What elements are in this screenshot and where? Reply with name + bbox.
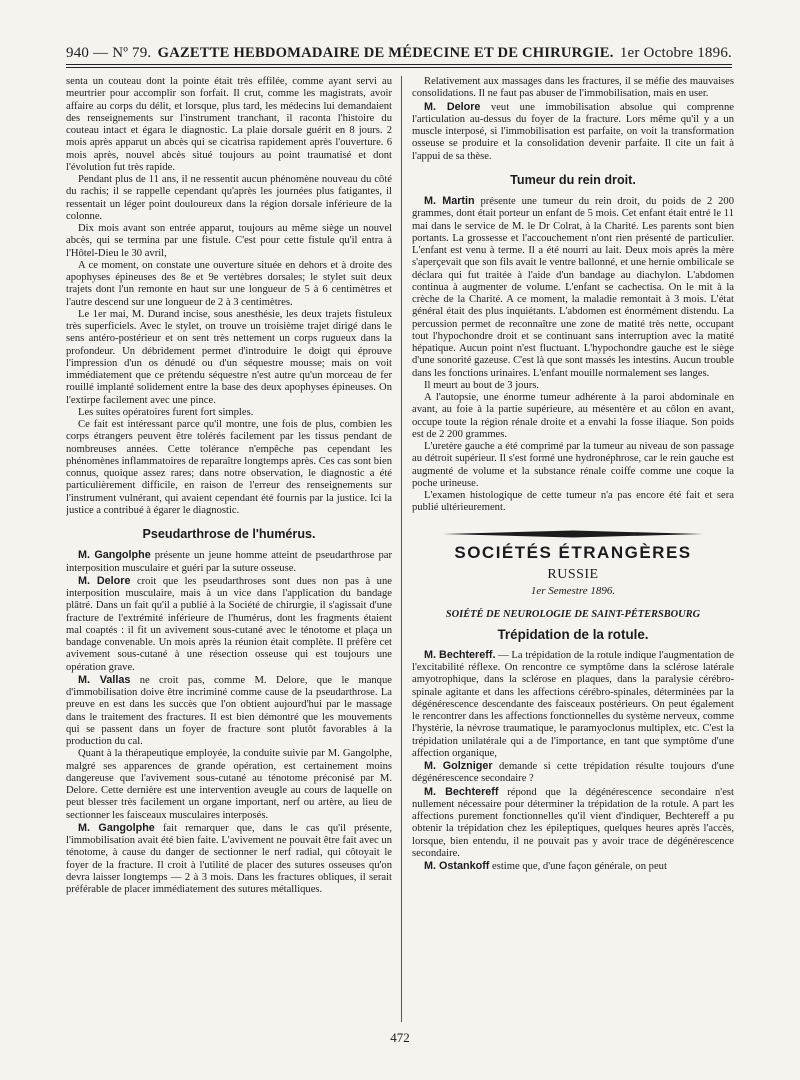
paragraph: Les suites opératoires furent fort simples.: [78, 406, 254, 418]
speaker-name: M. Delore: [78, 574, 131, 587]
paragraph: L'examen histologique de cette tumeur n'a pas encore été fait et sera publié ultérieurement.: [412, 490, 734, 514]
paragraph: A ce moment, on constate une ouverture située en dehors et à droite des apophyses épineuses des 8e et 9e vertèbres dorsales; le stylet suit deux trajets dont l'un remonte en haut sur une longueur de 5 à 6 centimètres et l'autre descend sur une longueur de 2 à 3 centimètres.: [66, 259, 392, 308]
paragraph: [66, 575, 392, 674]
country-heading: RUSSIE: [547, 566, 599, 582]
paragraph: Dix mois avant son entrée apparut, toujours au même siège un nouvel abcès, qui se termina par une fistule. C'est pour cette fistule qu'il entra à l'Hôtel-Dieu le 30 avril,: [66, 223, 392, 259]
speaker-name: M. Delore: [424, 100, 481, 113]
paragraph: [412, 101, 734, 163]
section-title-trepidation: Trépidation de la rotule.: [497, 626, 649, 642]
issue-date: 1er Octobre 1896.: [619, 45, 732, 61]
speaker-name: M. Vallas: [78, 673, 131, 686]
paragraph: [412, 760, 734, 786]
society-name: SOIÉTÉ DE NEUROLOGIE DE SAINT-PÉTERSBOURG: [445, 609, 701, 621]
page-number: 472: [390, 1030, 410, 1045]
section-title-pseudarthrose: Pseudarthrose de l'humérus.: [142, 527, 316, 541]
speaker-name: M. Bechtereff.: [424, 648, 496, 661]
paragraph: A l'autopsie, une énorme tumeur adhérente à la paroi abdominale en avant, au foie à la partie supérieure, au mésentère et au côlon en avant, occupe toute la région rénale droite et a envahi la fosse iliaque. Son poids est de 2 200 grammes.: [412, 392, 734, 440]
paragraph: [412, 860, 734, 873]
semester-label: 1er Semestre 1896.: [530, 585, 616, 597]
paragraph: [412, 195, 734, 380]
speaker-text: veut une immobilisation absolue qui comprenne l'articulation au-dessus du foyer de la fracture. Lors même qu'il y a un muscle interposé, si l'immobilisation est parfaite, on voit la transformation osseuse se produire et la consolidation devenir parfaite. Il cite un fait à l'appui de sa thèse.: [412, 101, 734, 162]
speaker-text: fait remarquer que, dans le cas qu'il présente, l'immobilisation avait été bien faite. L'avivement ne pouvait être fait avec un ténotome, à cause du danger de sectionner le nerf radial, qui côtoyait le foyer de la fracture. Il croit à l'utilité de placer des sutures osseuses qu'on devra laisser longtemps — 2 à 3 mois. Dans les fractures obliques, il serait préférable de placer immédiatement des sutures métalliques.: [66, 822, 392, 895]
speaker-text: ne croit pas, comme M. Delore, que le manque d'immobilisation doive être incriminé comme cause de la pseudarthrose. La preuve en est dans les succès que l'on obtient aujourd'hui par le massage dans le traitement des fractures. Il est bien démontré que les mouvements qui se passent dans un foyer de fracture sont plutôt favorables à la production du cal.: [66, 674, 392, 747]
right-column: [412, 76, 734, 1022]
speaker-name: M. Gangolphe: [78, 549, 151, 562]
speaker-name: M. Bechtereff: [424, 785, 499, 798]
left-column: [66, 76, 392, 1022]
paragraph: Pendant plus de 11 ans, il ne ressentit aucun phénomène nouveau du côté du rachis; il se rappelle cependant qu'après les journées plus fatigantes, il ressentait un léger point douloureux dans la région dorsale inférieure de la colonne.: [66, 174, 392, 222]
running-header: [66, 40, 732, 62]
paragraph: Quant à la thérapeutique employée, la conduite suivie par M. Gangolphe, malgré ses apparences de grande opération, est certainement moins dangereuse que l'avivement sous-cutané au ténotome préconisé par M. Delore. Cette dernière est une intervention aveugle au cours de laquelle on peut blesser très facilement un organe important, nerf ou artère, au lieu de sectionner les faisceaux musculaires interposés.: [66, 748, 392, 821]
speaker-text: estime que, d'une façon générale, on peut: [489, 861, 667, 872]
paragraph: Ce fait est intéressant parce qu'il montre, une fois de plus, combien les corps étrangers peuvent être tolérés facilement par les tissus pendant de nombreuses années. Cette tolérance n'empêche pas cependant les phénomènes inflammatoires de reparaître longtemps après. Ces cas sont bien connus, quoique assez rares; dans notre observation, le diagnostic a été particulièrement difficile, en raison de l'erreur des renseignements sur l'instrument vulnérant, qui avaient cependant été fournis par la justice. Ici la justice a contribué à égarer le diagnostic.: [66, 419, 392, 516]
speaker-name: M. Martin: [424, 195, 475, 207]
ornament-rule-icon: [443, 529, 703, 539]
header-rule-thin: [66, 67, 732, 68]
column-divider: [401, 76, 402, 1022]
paragraph: [412, 649, 734, 760]
speaker-name: M. Gangolphe: [78, 821, 155, 834]
speaker-text: — La trépidation de la rotule indique l'augmentation de l'excitabilité réflexe. On rencontre ce symptôme dans la sclérose latérale amyotrophique, dans la sclérose en plaques, dans la paralysie cérébro-spinale agitante et dans les affections cérébro-spinales, déterminées par la dégénérescence descendante des faisceaux postérieurs. On peut également le rencontrer dans les affections fonctionnelles du système nerveux, comme l'hystérie, la névrose traumatique, le paramyoclonus multiplex, etc. C'est la trépidation unilatérale qui a de l'importance, en tant que symptôme d'une affection organique,: [412, 649, 734, 759]
header-rule: [66, 64, 732, 65]
speaker-text: demande si cette trépidation résulte toujours d'une dégénérescence secondaire ?: [412, 761, 734, 785]
paragraph: [412, 786, 734, 861]
paragraph: [66, 549, 392, 575]
paragraph: senta un couteau dont la pointe était très effilée, comme ayant servi au meurtrier pour accomplir son forfait. Il crut, comme les magistrats, avoir affaire au corps du délit, et lorsque, plus tard, les médecins lui demandaient des renseignements sur l'instrument tranchant, il raconta l'histoire du couteau intact et égara le diagnostic. La plaie dorsale guérit en 8 jours. 2 mois après apparut un abcès qui se cicatrisa rapidement après l'ouverture. 6 mois après, nouvel abcès situé toujours au point traumatisé et dont l'évolution fut très rapide.: [66, 76, 392, 173]
speaker-text: présente une tumeur du rein droit, du poids de 2 200 grammes, dont était porteur un enfant de 5 mois. Cet enfant était entré le 11 mai dans le service de M. le Dr Colrat, à la Charité. Les parents sont bien portants. La grossesse et l'accouchement n'ont rien présenté de particulier. L'enfant est venu à terme. Il a été nourri au lait. Deux mois après la mère s'aperçevait que son fils avait le ventre ballonné, et une hernie ombilicale se déclara qui fut traitée à l'aide d'un bandage au diachylon. L'abdomen continua à augmenter de volume. L'enfant se cachectisa. On le mit à la crèche de la Charité. A ce moment, la maladie remontait à 3 mois. L'état général était des plus inquiétants. L'abdomen est énormément distendu. La percussion permet de reconnaître une zone de matité très nette, occupant tout l'hypochondre droit et se continuant sans interruption avec la matité hépatique. Aucun point n'est fluctuant. L'hypochondre gauche est le siège d'une sonorité gazeuse. C'est là que sont massés les intestins. Aucun trouble dans les fonctions urinaires. L'enfant mouille normalement ses langes.: [412, 196, 734, 379]
section-title-tumeur: Tumeur du rein droit.: [510, 172, 636, 187]
paragraph: Le 1er mai, M. Durand incise, sous anesthésie, les deux trajets fistuleux très superficiels. Avec le stylet, on trouve un troisième trajet dirigé dans le sens antéro-postérieur et on sent très nettement un corps rugueux dans la profondeur. Un débridement permet d'introduire le doigt qui éprouve l'impression d'un os dénudé ou d'un séquestre mousse; mais on voit immédiatement que ce prétendu séquestre n'est autre qu'un morceau de fer rouillé implanté solidement entre la base des deux apophyses épineuses. On l'extirpe facilement avec une pince.: [66, 308, 392, 406]
paragraph: Il meurt au bout de 3 jours.: [424, 379, 540, 391]
paragraph: L'uretère gauche a été comprimé par la tumeur au niveau de son passage au détroit supérieur. Il s'est formé une hydronéphrose, car le rein gauche est augmenté de volume et la substance rénale coiffe comme une coque la poche urineuse.: [412, 441, 734, 489]
speaker-name: M. Golzniger: [424, 760, 493, 772]
paragraph: Relativement aux massages dans les fractures, il se méfie des mauvaises consolidations. Il ne faut pas abuser de l'immobilisation, mais en user.: [412, 76, 734, 100]
journal-title: GAZETTE HEBDOMADAIRE DE MÉDECINE ET DE CHIRURGIE.: [157, 45, 614, 61]
speaker-name: M. Ostankoff: [424, 860, 490, 872]
paragraph: [66, 674, 392, 749]
page-label: 940 — Nº 79.: [66, 45, 152, 61]
paragraph: [66, 822, 392, 897]
speaker-text: présente un jeune homme atteint de pseudarthrose par interposition musculaire et guéri par la suture osseuse.: [66, 550, 392, 574]
speaker-text: répond que la dégénérescence secondaire n'est nullement nécessaire pour déterminer la trépidation de la rotule. A part les affections purement fonctionnelles qu'il vient d'indiquer, Bechtereff a pu obtenir la trépidation chez les épileptiques, quelques heures après l'accès, lorsque, bien entendu, il ne pouvait pas y avoir trace de dégénérescence secondaire.: [412, 786, 734, 859]
section-heading-societes: SOCIÉTÉS ÉTRANGÈRES: [454, 542, 692, 562]
speaker-text: croit que les pseudarthroses sont dues non pas à une interposition musculaire, mais à un vice dans l'application du bandage plâtré. Dans un fait qu'il a publié à la Société de chirurgie, il s'agissait d'une fracture de l'extrémité inférieure de l'humérus, dont les fragments étaient mal coaptés : il fit un avivement sous-cutané avec le ténotome et plaça un bandage convenable. Un mois après la réunion était complète. Il préfère cet avivement sous-cutané à une résection osseuse qui est toujours une opération grave.: [66, 575, 392, 673]
